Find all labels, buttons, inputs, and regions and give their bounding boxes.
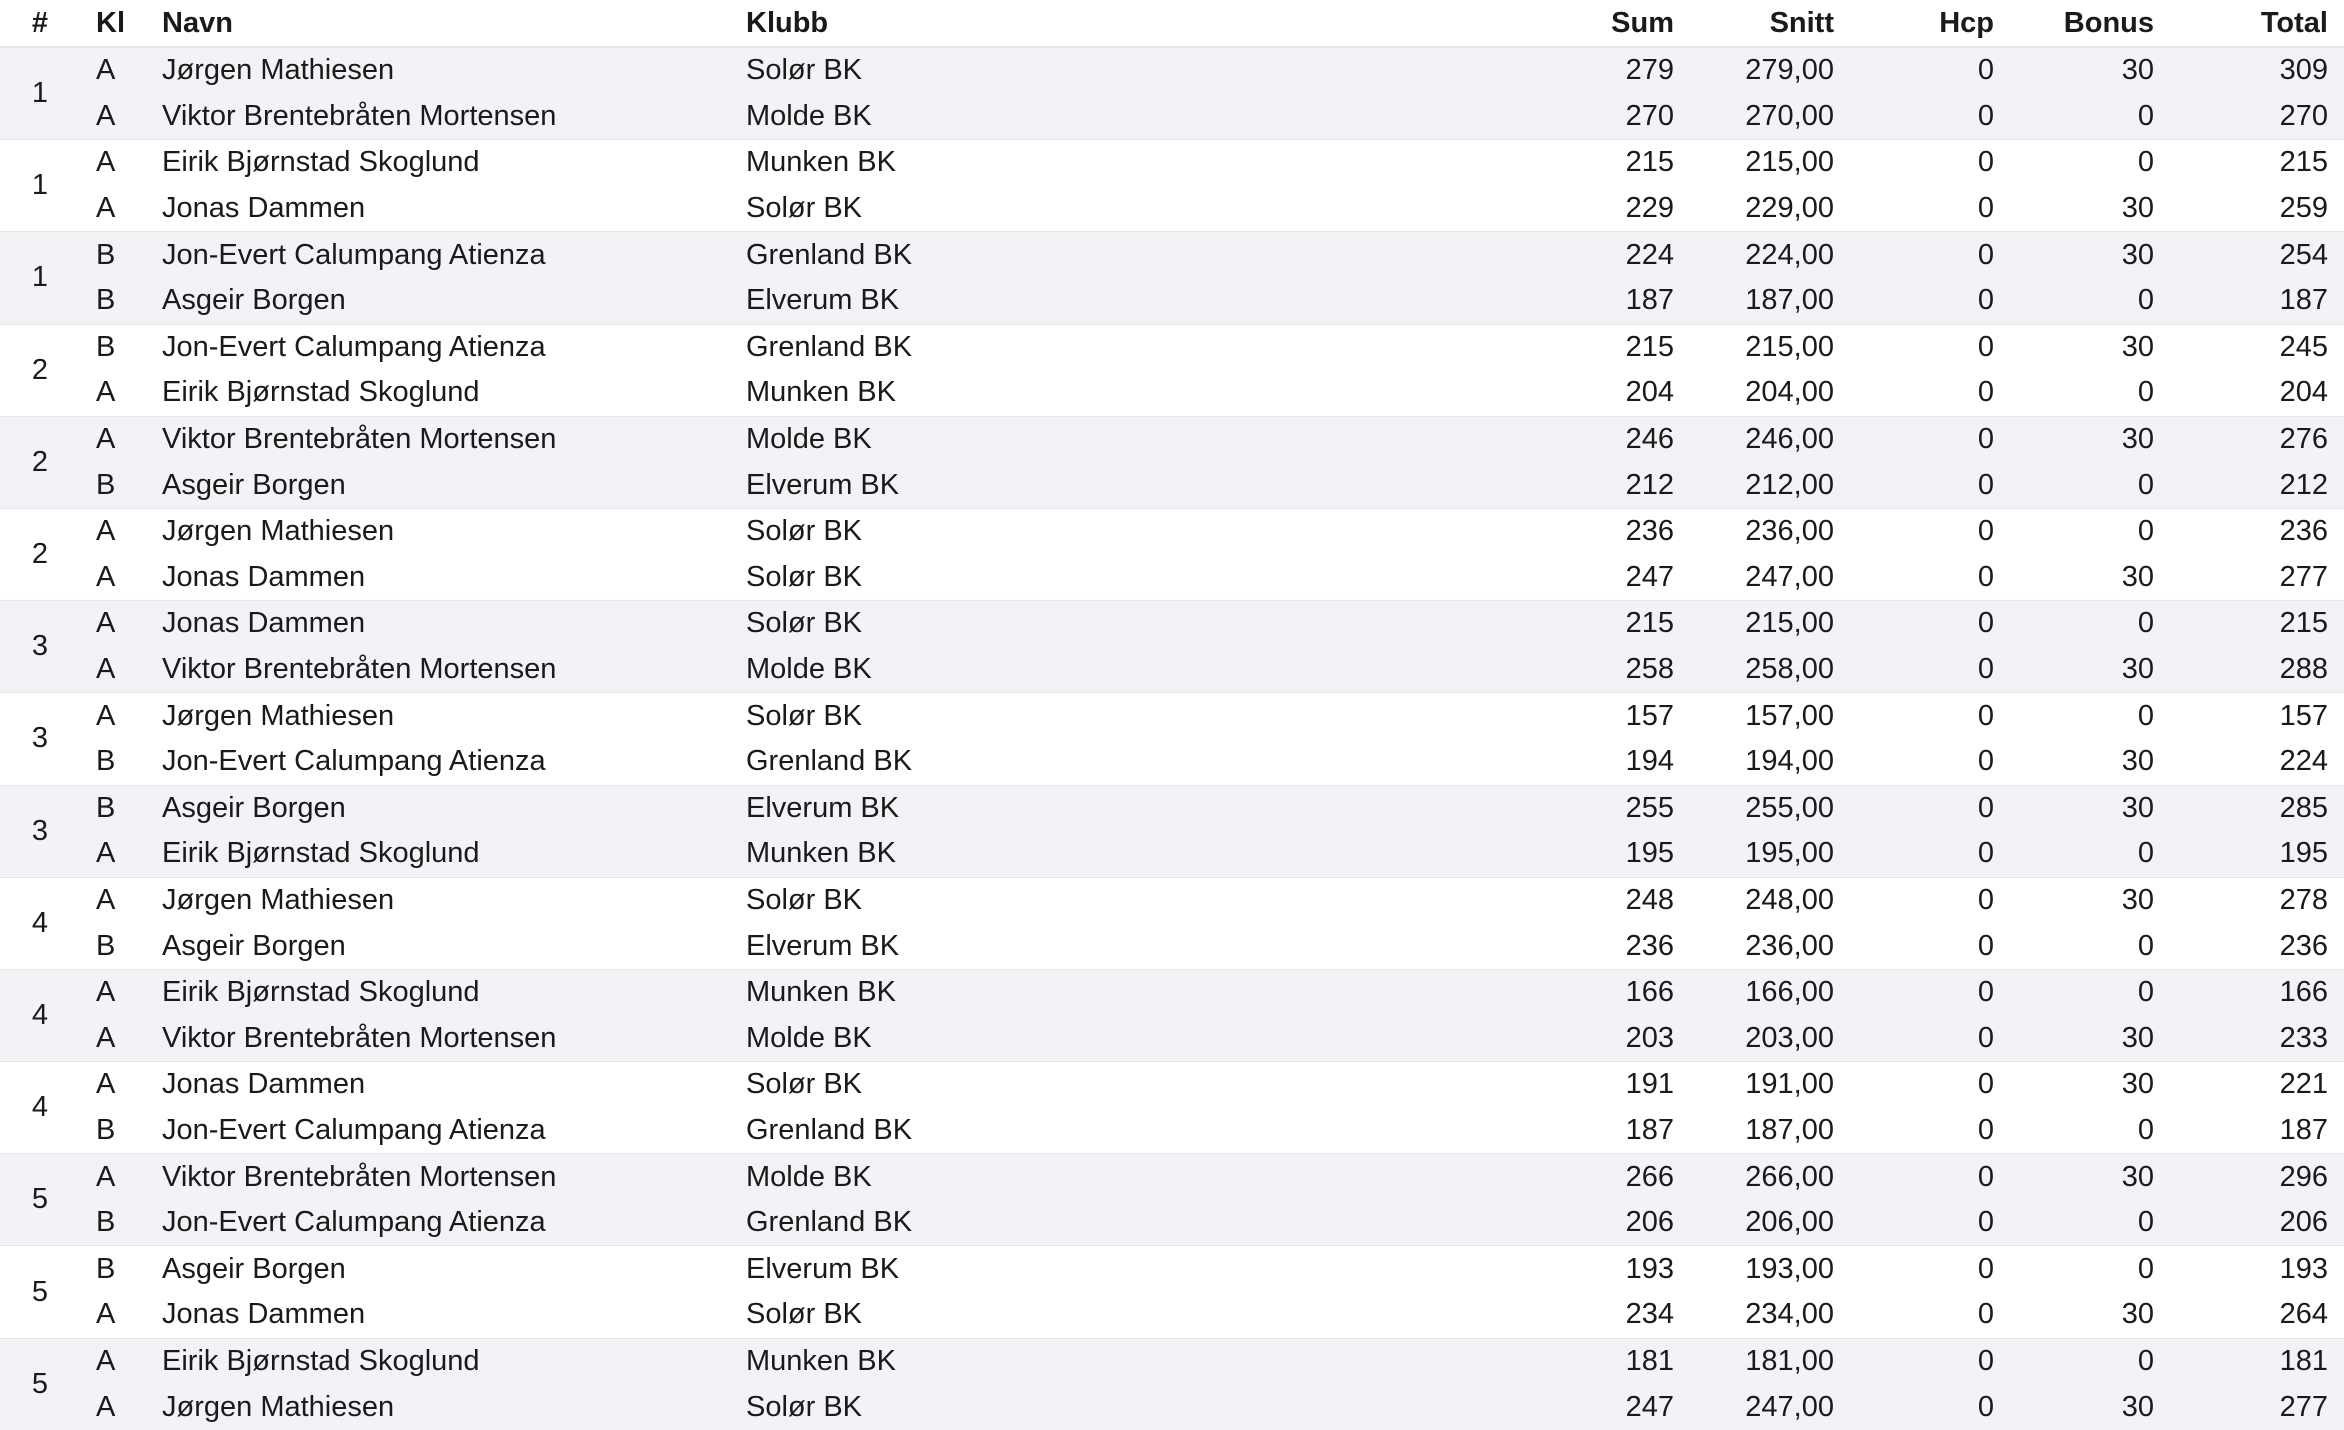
navn-cell: Eirik Bjørnstad Skoglund: [146, 1338, 730, 1384]
header-sum: Sum: [1350, 0, 1690, 47]
bonus-cell: 0: [2137, 376, 2154, 409]
hcp-cell: 0: [1850, 1062, 2010, 1108]
kl-cell: B: [96, 745, 116, 778]
sum-cell: 255: [1350, 785, 1690, 831]
navn-cell: Jørgen Mathiesen: [146, 693, 730, 739]
navn-cell: Asgeir Borgen: [146, 278, 730, 324]
bonus-cell: 30: [2010, 877, 2170, 923]
kl-cell: A: [80, 1062, 146, 1108]
hcp-cell: 0: [1850, 140, 2010, 186]
snitt-cell: 181,00: [1690, 1338, 1850, 1384]
bonus-cell: 0: [2010, 1246, 2170, 1292]
navn-cell: Jon-Evert Calumpang Atienza: [162, 745, 546, 778]
total-cell: 233: [2170, 1015, 2344, 1061]
bonus-cell: 30: [2010, 785, 2170, 831]
navn-cell: Jørgen Mathiesen: [146, 47, 730, 94]
kl-cell: A: [80, 1384, 146, 1430]
bonus-cell: 0: [2137, 929, 2154, 962]
snitt-cell: 212,00: [1690, 462, 1850, 508]
klubb-cell: Grenland BK: [746, 1113, 913, 1146]
table-row: [0, 370, 2344, 416]
sum-cell: 246: [1350, 416, 1690, 462]
bonus-cell: 30: [2010, 324, 2170, 370]
snitt-cell: 191,00: [1690, 1062, 1850, 1108]
round-number-cell: 1: [0, 47, 80, 140]
total-cell: 166: [2170, 969, 2344, 1015]
sum-cell: 187: [1350, 278, 1690, 324]
klubb-cell: Solør BK: [730, 693, 1350, 739]
snitt-cell: 203,00: [1690, 1015, 1850, 1061]
header-total: Total: [2170, 0, 2344, 47]
hcp-cell: 0: [1850, 47, 2010, 94]
kl-cell: A: [80, 508, 146, 554]
klubb-cell: Grenland BK: [746, 745, 913, 778]
header-kl: Kl: [80, 0, 146, 47]
table-row: [0, 877, 2344, 923]
sum-cell: 224: [1350, 232, 1690, 278]
total-cell: 245: [2170, 324, 2344, 370]
bonus-cell: 30: [2010, 1384, 2170, 1430]
table-row: [0, 47, 2344, 94]
header-klubb: Klubb: [730, 0, 1350, 47]
navn-cell: Jon-Evert Calumpang Atienza: [146, 324, 730, 370]
table-row: [0, 94, 2344, 140]
sum-cell: 234: [1625, 1298, 1674, 1331]
total-cell: 277: [2279, 560, 2328, 593]
round-number-cell: 2: [0, 508, 80, 600]
round-number-cell: 2: [0, 416, 80, 508]
snitt-cell: 206,00: [1690, 1200, 1850, 1246]
klubb-cell: Solør BK: [746, 560, 863, 593]
snitt-cell: 236,00: [1690, 508, 1850, 554]
kl-cell: B: [80, 324, 146, 370]
hcp-cell: 0: [1850, 969, 2010, 1015]
hcp-cell: 0: [1850, 508, 2010, 554]
table-row: [0, 186, 2344, 232]
total-cell: 193: [2170, 1246, 2344, 1292]
total-cell: 259: [2279, 192, 2328, 225]
sum-cell: 187: [1625, 1113, 1674, 1146]
total-cell: 288: [2170, 647, 2344, 693]
sum-cell: 215: [1350, 324, 1690, 370]
snitt-cell: 234,00: [1745, 1298, 1834, 1331]
navn-cell: Viktor Brentebråten Mortensen: [146, 1154, 730, 1200]
hcp-cell: 0: [1850, 278, 2010, 324]
snitt-cell: 195,00: [1690, 831, 1850, 877]
snitt-cell: 270,00: [1690, 94, 1850, 140]
klubb-cell: Elverum BK: [730, 785, 1350, 831]
bonus-cell: 30: [2121, 560, 2154, 593]
snitt-cell: 204,00: [1745, 376, 1834, 409]
bonus-cell: 30: [2010, 1015, 2170, 1061]
sum-cell: 266: [1350, 1154, 1690, 1200]
table-row: [0, 831, 2344, 877]
hcp-cell: 0: [1850, 232, 2010, 278]
klubb-cell: Munken BK: [730, 969, 1350, 1015]
hcp-cell: 0: [1850, 416, 2010, 462]
round-number-cell: 4: [0, 1062, 80, 1154]
total-cell: 206: [2170, 1200, 2344, 1246]
round-number-cell: 5: [0, 1154, 80, 1246]
hcp-cell: 0: [1977, 560, 1994, 593]
klubb-cell: Solør BK: [746, 192, 863, 225]
hcp-cell: 0: [1850, 601, 2010, 647]
hcp-cell: 0: [1977, 376, 1994, 409]
navn-cell: Eirik Bjørnstad Skoglund: [146, 140, 730, 186]
sum-cell: 166: [1350, 969, 1690, 1015]
navn-cell: Jon-Evert Calumpang Atienza: [146, 232, 730, 278]
navn-cell: Eirik Bjørnstad Skoglund: [162, 376, 480, 409]
snitt-cell: 224,00: [1690, 232, 1850, 278]
table-row: [0, 1338, 2344, 1384]
klubb-cell: Munken BK: [730, 1338, 1350, 1384]
table-row: [0, 969, 2344, 1015]
navn-cell: Asgeir Borgen: [146, 462, 730, 508]
table-row: [0, 140, 2344, 186]
navn-cell: Jørgen Mathiesen: [146, 508, 730, 554]
snitt-cell: 248,00: [1690, 877, 1850, 923]
round-number-cell: 2: [0, 324, 80, 416]
navn-cell: Asgeir Borgen: [146, 785, 730, 831]
total-cell: 285: [2170, 785, 2344, 831]
kl-cell: A: [80, 1338, 146, 1384]
kl-cell: B: [80, 278, 146, 324]
hcp-cell: 0: [1850, 1338, 2010, 1384]
navn-cell: Viktor Brentebråten Mortensen: [146, 647, 730, 693]
klubb-cell: Grenland BK: [730, 1200, 1350, 1246]
bonus-cell: 30: [2010, 416, 2170, 462]
navn-cell: Jørgen Mathiesen: [146, 1384, 730, 1430]
table-row: [0, 1154, 2344, 1200]
kl-cell: B: [80, 785, 146, 831]
kl-cell: B: [96, 1113, 116, 1146]
header-snitt: Snitt: [1690, 0, 1850, 47]
hcp-cell: 0: [1850, 647, 2010, 693]
snitt-cell: 236,00: [1745, 929, 1834, 962]
navn-cell: Jonas Dammen: [146, 601, 730, 647]
table-row: [0, 1292, 2344, 1338]
klubb-cell: Elverum BK: [746, 929, 900, 962]
bonus-cell: 0: [2010, 94, 2170, 140]
snitt-cell: 246,00: [1690, 416, 1850, 462]
sum-cell: 195: [1350, 831, 1690, 877]
snitt-cell: 266,00: [1690, 1154, 1850, 1200]
total-cell: 278: [2170, 877, 2344, 923]
table-row: [0, 739, 2344, 785]
klubb-cell: Solør BK: [730, 1384, 1350, 1430]
table-row: [0, 693, 2344, 739]
klubb-cell: Molde BK: [730, 416, 1350, 462]
hcp-cell: 0: [1977, 1113, 1994, 1146]
klubb-cell: Munken BK: [730, 831, 1350, 877]
bonus-cell: 0: [2010, 1338, 2170, 1384]
klubb-cell: Solør BK: [730, 877, 1350, 923]
klubb-cell: Elverum BK: [730, 462, 1350, 508]
header-navn: Navn: [146, 0, 730, 47]
kl-cell: A: [80, 1015, 146, 1061]
navn-cell: Viktor Brentebråten Mortensen: [146, 1015, 730, 1061]
bonus-cell: 0: [2010, 140, 2170, 186]
hcp-cell: 0: [1850, 693, 2010, 739]
kl-cell: A: [80, 647, 146, 693]
sum-cell: 248: [1350, 877, 1690, 923]
navn-cell: Jon-Evert Calumpang Atienza: [146, 1200, 730, 1246]
total-cell: 187: [2170, 278, 2344, 324]
bonus-cell: 30: [2121, 192, 2154, 225]
kl-cell: A: [80, 969, 146, 1015]
bonus-cell: 0: [2010, 831, 2170, 877]
hcp-cell: 0: [1850, 1384, 2010, 1430]
hcp-cell: 0: [1977, 1298, 1994, 1331]
klubb-cell: Elverum BK: [730, 278, 1350, 324]
table-row: [0, 601, 2344, 647]
total-cell: 204: [2279, 376, 2328, 409]
table-row: [0, 785, 2344, 831]
total-cell: 276: [2170, 416, 2344, 462]
sum-cell: 247: [1625, 560, 1674, 593]
navn-cell: Viktor Brentebråten Mortensen: [146, 416, 730, 462]
hcp-cell: 0: [1977, 192, 1994, 225]
snitt-cell: 187,00: [1690, 278, 1850, 324]
sum-cell: 229: [1625, 192, 1674, 225]
sum-cell: 215: [1350, 140, 1690, 186]
klubb-cell: Solør BK: [730, 601, 1350, 647]
navn-cell: Asgeir Borgen: [146, 1246, 730, 1292]
navn-cell: Jon-Evert Calumpang Atienza: [162, 1113, 546, 1146]
sum-cell: 206: [1350, 1200, 1690, 1246]
table-row: [0, 1200, 2344, 1246]
sum-cell: 270: [1350, 94, 1690, 140]
snitt-cell: 193,00: [1690, 1246, 1850, 1292]
total-cell: 224: [2279, 745, 2328, 778]
snitt-cell: 194,00: [1745, 745, 1834, 778]
sum-cell: 236: [1625, 929, 1674, 962]
klubb-cell: Molde BK: [730, 647, 1350, 693]
kl-cell: A: [80, 877, 146, 923]
hcp-cell: 0: [1850, 785, 2010, 831]
table-row: [0, 1384, 2344, 1430]
bonus-cell: 0: [2010, 462, 2170, 508]
table-row: [0, 647, 2344, 693]
navn-cell: Jonas Dammen: [162, 192, 366, 225]
hcp-cell: 0: [1850, 831, 2010, 877]
klubb-cell: Solør BK: [730, 508, 1350, 554]
header-hcp: Hcp: [1850, 0, 2010, 47]
table-body: [0, 47, 2344, 1430]
snitt-cell: 255,00: [1690, 785, 1850, 831]
total-cell: 157: [2170, 693, 2344, 739]
kl-cell: A: [80, 47, 146, 94]
kl-cell: A: [80, 94, 146, 140]
header-bonus: Bonus: [2010, 0, 2170, 47]
table-row: [0, 923, 2344, 969]
klubb-cell: Solør BK: [730, 47, 1350, 94]
bonus-cell: 0: [2010, 601, 2170, 647]
navn-cell: Asgeir Borgen: [162, 929, 346, 962]
kl-cell: B: [96, 929, 116, 962]
total-cell: 221: [2170, 1062, 2344, 1108]
hcp-cell: 0: [1850, 1200, 2010, 1246]
bonus-cell: 30: [2121, 1298, 2154, 1331]
bonus-cell: 0: [2010, 278, 2170, 324]
bonus-cell: 30: [2010, 232, 2170, 278]
kl-cell: B: [80, 1246, 146, 1292]
table-row: [0, 462, 2344, 508]
table-row: [0, 416, 2344, 462]
hcp-cell: 0: [1850, 94, 2010, 140]
klubb-cell: Grenland BK: [730, 232, 1350, 278]
kl-cell: A: [80, 693, 146, 739]
table-row: [0, 508, 2344, 554]
table-row: [0, 278, 2344, 324]
bonus-cell: 0: [2010, 508, 2170, 554]
klubb-cell: Munken BK: [746, 376, 896, 409]
hcp-cell: 0: [1850, 1246, 2010, 1292]
total-cell: 270: [2170, 94, 2344, 140]
bonus-cell: 0: [2010, 1200, 2170, 1246]
navn-cell: Eirik Bjørnstad Skoglund: [146, 969, 730, 1015]
sum-cell: 215: [1350, 601, 1690, 647]
kl-cell: B: [80, 462, 146, 508]
kl-cell: A: [80, 831, 146, 877]
navn-cell: Jørgen Mathiesen: [146, 877, 730, 923]
navn-cell: Eirik Bjørnstad Skoglund: [146, 831, 730, 877]
round-number-cell: 3: [0, 785, 80, 877]
navn-cell: Jonas Dammen: [146, 1062, 730, 1108]
kl-cell: A: [96, 192, 116, 225]
total-cell: 296: [2170, 1154, 2344, 1200]
table-row: [0, 555, 2344, 601]
snitt-cell: 247,00: [1690, 1384, 1850, 1430]
kl-cell: A: [80, 601, 146, 647]
total-cell: 215: [2170, 601, 2344, 647]
bonus-cell: 0: [2010, 969, 2170, 1015]
hcp-cell: 0: [1850, 324, 2010, 370]
klubb-cell: Molde BK: [730, 1015, 1350, 1061]
snitt-cell: 215,00: [1690, 601, 1850, 647]
round-number-cell: 4: [0, 969, 80, 1061]
snitt-cell: 258,00: [1690, 647, 1850, 693]
hcp-cell: 0: [1850, 1015, 2010, 1061]
kl-cell: A: [96, 560, 116, 593]
klubb-cell: Solør BK: [746, 1298, 863, 1331]
table-row: [0, 232, 2344, 278]
snitt-cell: 247,00: [1745, 560, 1834, 593]
klubb-cell: Molde BK: [730, 94, 1350, 140]
bonus-cell: 30: [2010, 47, 2170, 94]
sum-cell: 191: [1350, 1062, 1690, 1108]
sum-cell: 258: [1350, 647, 1690, 693]
kl-cell: A: [80, 140, 146, 186]
header-row: [0, 0, 2344, 47]
hcp-cell: 0: [1977, 745, 1994, 778]
total-cell: 212: [2170, 462, 2344, 508]
sum-cell: 157: [1350, 693, 1690, 739]
round-number-cell: 5: [0, 1338, 80, 1430]
sum-cell: 203: [1350, 1015, 1690, 1061]
klubb-cell: Molde BK: [730, 1154, 1350, 1200]
navn-cell: Jonas Dammen: [162, 560, 366, 593]
table-row: [0, 1062, 2344, 1108]
bonus-cell: 30: [2010, 1154, 2170, 1200]
snitt-cell: 279,00: [1690, 47, 1850, 94]
bonus-cell: 0: [2137, 1113, 2154, 1146]
total-cell: 195: [2170, 831, 2344, 877]
round-number-cell: 1: [0, 232, 80, 324]
snitt-cell: 166,00: [1690, 969, 1850, 1015]
sum-cell: 181: [1350, 1338, 1690, 1384]
table-row: [0, 324, 2344, 370]
sum-cell: 204: [1625, 376, 1674, 409]
klubb-cell: Solør BK: [730, 1062, 1350, 1108]
sum-cell: 247: [1350, 1384, 1690, 1430]
kl-cell: A: [80, 1154, 146, 1200]
kl-cell: A: [96, 1298, 116, 1331]
total-cell: 236: [2170, 508, 2344, 554]
snitt-cell: 229,00: [1745, 192, 1834, 225]
hcp-cell: 0: [1977, 929, 1994, 962]
round-number-cell: 3: [0, 693, 80, 785]
klubb-cell: Grenland BK: [730, 324, 1350, 370]
header-num: #: [0, 0, 80, 47]
sum-cell: 212: [1350, 462, 1690, 508]
bonus-cell: 30: [2010, 647, 2170, 693]
kl-cell: B: [80, 1200, 146, 1246]
bonus-cell: 30: [2121, 745, 2154, 778]
total-cell: 277: [2170, 1384, 2344, 1430]
snitt-cell: 187,00: [1745, 1113, 1834, 1146]
navn-cell: Viktor Brentebråten Mortensen: [146, 94, 730, 140]
hcp-cell: 0: [1850, 877, 2010, 923]
round-number-cell: 1: [0, 140, 80, 232]
sum-cell: 194: [1625, 745, 1674, 778]
hcp-cell: 0: [1850, 1154, 2010, 1200]
klubb-cell: Elverum BK: [730, 1246, 1350, 1292]
snitt-cell: 215,00: [1690, 324, 1850, 370]
sum-cell: 279: [1350, 47, 1690, 94]
kl-cell: A: [80, 416, 146, 462]
total-cell: 187: [2279, 1113, 2328, 1146]
total-cell: 254: [2170, 232, 2344, 278]
bonus-cell: 0: [2010, 693, 2170, 739]
table-row: [0, 1246, 2344, 1292]
sum-cell: 236: [1350, 508, 1690, 554]
kl-cell: A: [96, 376, 116, 409]
round-number-cell: 3: [0, 601, 80, 693]
total-cell: 264: [2279, 1298, 2328, 1331]
total-cell: 215: [2170, 140, 2344, 186]
hcp-cell: 0: [1850, 462, 2010, 508]
table-row: [0, 1108, 2344, 1154]
round-number-cell: 4: [0, 877, 80, 969]
bonus-cell: 30: [2010, 1062, 2170, 1108]
sum-cell: 193: [1350, 1246, 1690, 1292]
table-header: [0, 0, 2344, 47]
round-number-cell: 5: [0, 1246, 80, 1338]
table-row: [0, 1015, 2344, 1061]
klubb-cell: Munken BK: [730, 140, 1350, 186]
total-cell: 309: [2170, 47, 2344, 94]
kl-cell: B: [80, 232, 146, 278]
total-cell: 236: [2279, 929, 2328, 962]
snitt-cell: 215,00: [1690, 140, 1850, 186]
navn-cell: Jonas Dammen: [162, 1298, 366, 1331]
snitt-cell: 157,00: [1690, 693, 1850, 739]
total-cell: 181: [2170, 1338, 2344, 1384]
